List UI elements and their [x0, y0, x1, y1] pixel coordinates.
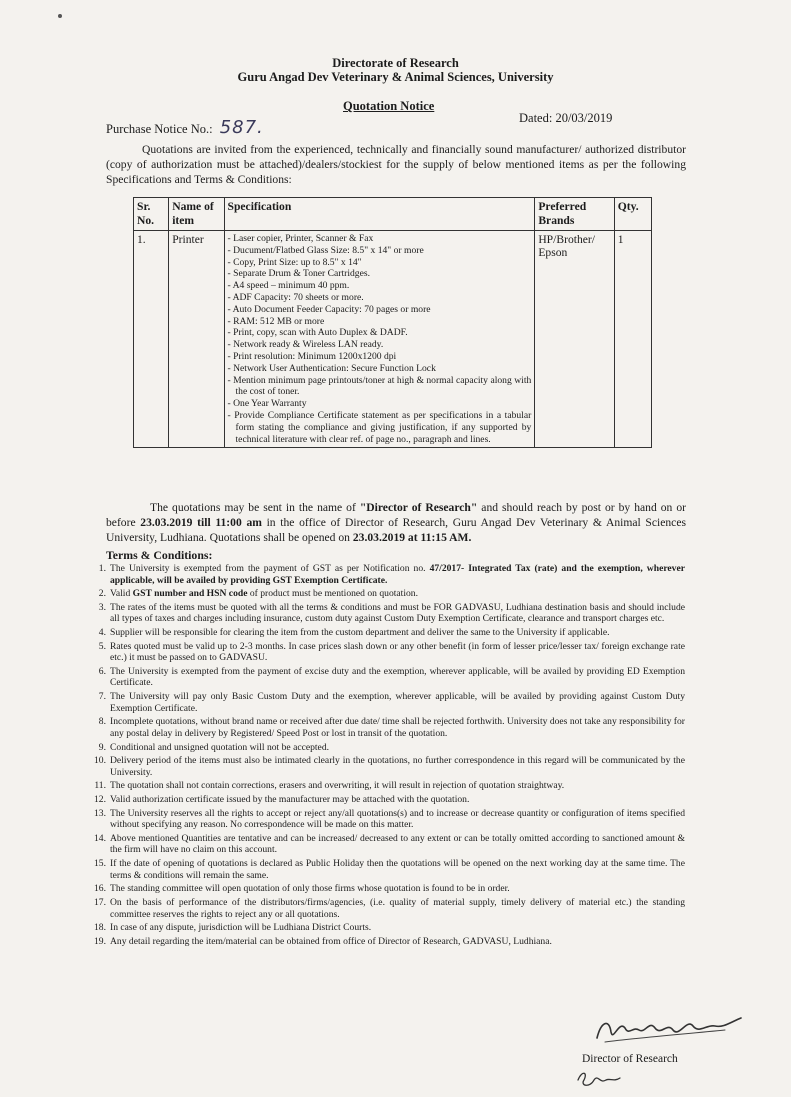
term-text: Any detail regarding the item/material can be obtained from office of Director of Research, GADVASU, Ludhiana.	[110, 935, 552, 947]
submission-paragraph	[106, 500, 686, 545]
term-text: If the date of opening of quotations is declared as Public Holiday then the quotations will be opened on the next working day at the same time. The terms & conditions will remain the same.	[110, 858, 685, 881]
term-item	[90, 691, 685, 714]
spec-list	[228, 233, 532, 445]
term-number: 5.	[98, 640, 106, 652]
handwritten-signature	[575, 1008, 755, 1048]
term-item	[90, 858, 685, 881]
term-number: 3.	[98, 601, 106, 613]
term-text: On the basis of performance of the distributors/firms/agencies, (i.e. quality of material supply, timely delivery of material etc.) the standing committee reserves the rights to reject any or all quotations.	[110, 897, 685, 920]
term-number: 4.	[98, 627, 106, 639]
term-number: 8.	[98, 716, 106, 728]
term-text: of product must be mentioned on quotation.	[247, 588, 418, 600]
term-item	[90, 666, 685, 689]
term-item	[90, 641, 685, 664]
term-item	[90, 716, 685, 739]
term-text: The quotation shall not contain corrections, erasers and overwriting, it will result in rejection of quotation straightway.	[110, 780, 565, 792]
punch-mark	[58, 14, 62, 18]
term-number: 10.	[94, 755, 106, 767]
spec-item: - ADF Capacity: 70 sheets or more.	[227, 291, 364, 303]
term-bold: GST number and HSN code	[132, 588, 248, 600]
term-number: 17.	[94, 897, 106, 908]
purchase-notice-label: Purchase Notice No.:	[106, 122, 213, 136]
header-directorate: Directorate of Research	[332, 56, 459, 70]
term-text: The University will pay only Basic Custom Duty and the exemption, wherever applicable, will be availed by providing against Custom Duty Exemption Certificate.	[110, 691, 685, 714]
term-number: 6.	[98, 665, 106, 677]
term-number: 19.	[94, 935, 106, 947]
term-item	[90, 922, 685, 934]
para-text: in the office of Director of Research, Guru Angad Dev Veterinary & Animal Sciences University, Ludhiana. Quotations shall be opened on	[106, 516, 686, 544]
term-text: Valid	[110, 588, 133, 600]
term-number: 18.	[94, 922, 106, 934]
para-bold-deadline: 23.03.2019 till 11:00 am	[140, 516, 262, 529]
intro-paragraph: Quotations are invited from the experienced, technically and financially sound manufacturer/ authorized distributor (copy of authorization must be attached)/dealers/stockiest for the supply of below mentioned items as per the following Specifications and Terms & Conditions:	[106, 143, 686, 186]
purchase-notice-number: 587.	[219, 117, 264, 138]
term-text: The University is exempted from the payment of excise duty and the exemption, wherever applicable, will be availed by providing ED Exemption Certificate.	[110, 665, 685, 689]
spec-item: - Print resolution: Minimum 1200x1200 dpi	[227, 350, 397, 362]
specification-table	[133, 197, 652, 448]
cell-sr-no: 1.	[134, 231, 169, 448]
spec-item: - RAM: 512 MB or more	[227, 315, 325, 327]
term-number: 7.	[98, 691, 106, 703]
term-item	[90, 808, 685, 831]
term-item	[90, 936, 685, 948]
spec-item: - Print, copy, scan with Auto Duplex & DADF.	[227, 327, 408, 339]
term-item	[90, 602, 685, 625]
header-preferred-brands: Preferred Brands	[535, 198, 614, 231]
term-text: The rates of the items must be quoted with all the terms & conditions and must be FOR GADVASU, Ludhiana destination basis and should include all types of taxes and charges including insurance, custom duty against Custom Duty Exemption Certificate, clearance and transport charges etc.	[110, 601, 685, 625]
para-bold-recipient: "Director of Research"	[359, 501, 478, 514]
spec-item: - A4 speed – minimum 40 ppm.	[227, 280, 350, 292]
term-text: Delivery period of the items must also be intimated clearly in the quotations, no further correspondence in this regard will be communicated by the University.	[110, 755, 685, 778]
term-number: 15.	[94, 858, 106, 870]
spec-item: - Ducument/Flatbed Glass Size: 8.5" x 14" or more	[227, 244, 424, 256]
cell-preferred-brands: HP/Brother/ Epson	[535, 231, 614, 448]
purchase-notice	[106, 117, 264, 138]
header-specification: Specification	[224, 198, 535, 231]
term-bold: Integrated Tax (rate) and the exemption, wherever applicable, will be availed by providing GST Exemption Certificate.	[110, 563, 685, 586]
handwritten-initials	[572, 1066, 632, 1090]
header-university: Guru Angad Dev Veterinary & Animal Sciences, University	[237, 70, 554, 84]
term-item	[90, 755, 685, 778]
term-text: Valid authorization certificate issued by the manufacturer may be attached with the quotation.	[110, 794, 470, 806]
term-item	[90, 627, 685, 639]
term-number: 14.	[94, 832, 106, 844]
spec-item: - Network ready & Wireless LAN ready.	[227, 339, 384, 351]
term-item	[90, 897, 685, 920]
para-text: The quotations may be sent in the name of	[150, 501, 360, 514]
terms-list	[90, 563, 685, 950]
term-text: Incomplete quotations, without brand name or received after due date/ time shall be rejected forthwith. University does not take any responsibility for any postal delay in delivery by Registered/ Speed Post or lost in transit of the quotation.	[110, 716, 685, 739]
spec-item: - Laser copier, Printer, Scanner & Fax	[227, 233, 374, 244]
cell-qty: 1	[614, 231, 651, 448]
notice-title: Quotation Notice	[343, 99, 435, 113]
para-text: and should reach by post or by hand on or before	[106, 501, 686, 529]
spec-item: - Separate Drum & Toner Cartridges.	[227, 268, 370, 280]
term-number: 1.	[98, 563, 106, 574]
term-text: Above mentioned Quantities are tentative and can be increased/ decreased to any extent or can be totally omitted according to sanctioned amount & the firm will have no claim on this account.	[110, 832, 685, 856]
term-item	[90, 794, 685, 806]
term-text: Conditional and unsigned quotation will not be accepted.	[110, 741, 330, 753]
term-item	[90, 833, 685, 856]
notice-date: Dated: 20/03/2019	[519, 111, 613, 125]
term-number: 12.	[94, 794, 106, 806]
term-text: Supplier will be responsible for clearing the item from the custom department and deliver the same to the University if applicable.	[110, 627, 610, 639]
term-item	[90, 588, 685, 600]
term-text: The University reserves all the rights to accept or reject any/all quotations(s) and to increase or decrease quantity or configuration of items specified without specifying any reason. No correspondence will be made on this matter.	[110, 807, 685, 831]
term-item	[90, 742, 685, 754]
signatory-title: Director of Research	[582, 1053, 678, 1065]
term-text: Rates quoted must be valid up to 2-3 months. In case prices slash down or any other benefit (in form of lesser price/lesser tax/ foreign exchange rate etc.) it must be passed on to GADVASU.	[110, 640, 685, 664]
spec-item: - Mention minimum page printouts/toner at high & normal capacity along with the cost of toner.	[227, 374, 532, 398]
table-row	[134, 231, 652, 448]
terms-title: Terms & Conditions:	[106, 548, 213, 562]
term-text: The standing committee will open quotation of only those firms whose quotation is found to be in order.	[110, 883, 510, 895]
header-qty: Qty.	[614, 198, 651, 231]
term-number: 16.	[94, 883, 106, 895]
term-item	[90, 563, 685, 586]
term-number: 11.	[94, 780, 106, 792]
term-number: 13.	[94, 807, 106, 819]
spec-item: - Provide Compliance Certificate statement as per specifications in a tabular form stating the compliance and giving justification, if any supported by technical literature with clear ref. of page no., paragraph and lines.	[227, 409, 532, 445]
term-item	[90, 780, 685, 792]
spec-item: - Auto Document Feeder Capacity: 70 pages or more	[227, 303, 431, 315]
cell-specification	[224, 231, 535, 448]
term-text: In case of any dispute, jurisdiction will be Ludhiana District Courts.	[110, 922, 372, 934]
spec-item: - One Year Warranty	[227, 398, 307, 410]
table-header-row	[134, 198, 652, 231]
spec-item: - Copy, Print Size: up to 8.5" x 14"	[227, 256, 362, 268]
para-bold-opening: 23.03.2019 at 11:15 AM.	[352, 531, 472, 544]
term-item	[90, 883, 685, 895]
header-item-name: Name of item	[169, 198, 224, 231]
term-number: 2.	[98, 588, 106, 600]
term-bold: 47/2017-	[429, 563, 465, 574]
cell-item-name: Printer	[169, 231, 224, 448]
term-text: The University is exempted from the payment of GST as per Notification no.	[110, 563, 430, 574]
spec-item: - Network User Authentication: Secure Function Lock	[227, 362, 436, 374]
header-sr-no: Sr. No.	[134, 198, 169, 231]
term-number: 9.	[98, 741, 106, 753]
